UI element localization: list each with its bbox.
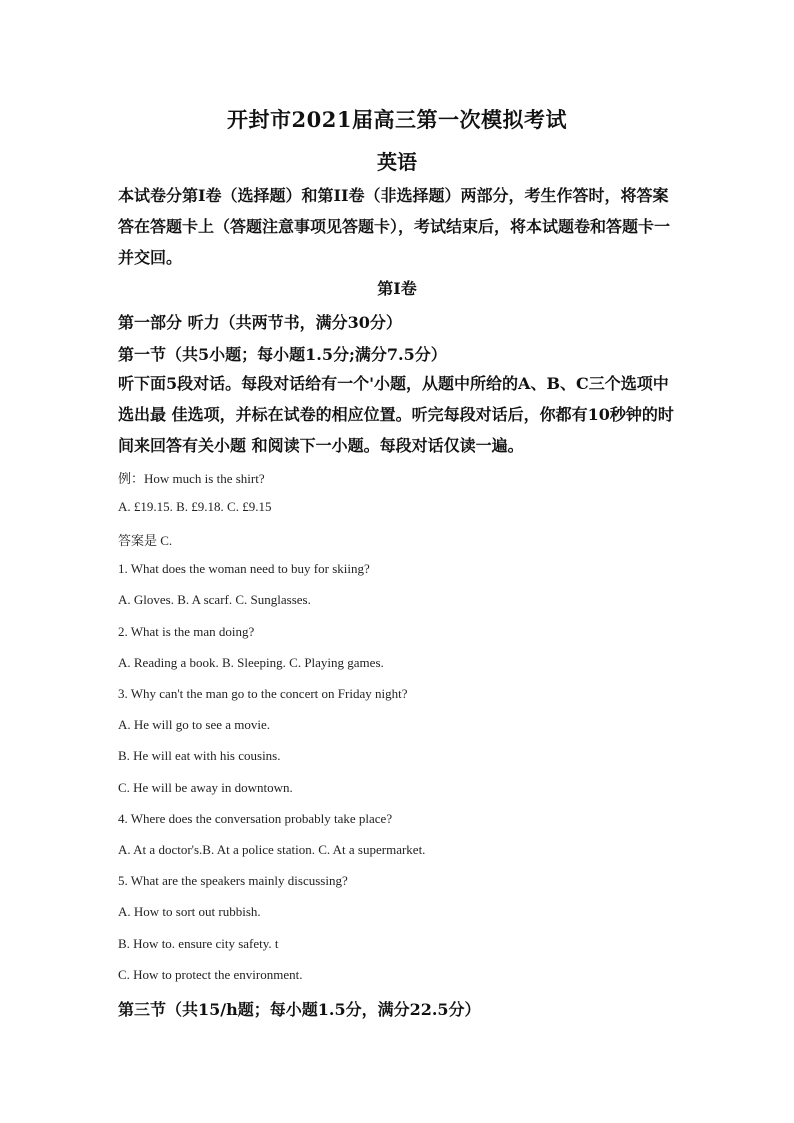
question-3-option-a: A. He will go to see a movie. (118, 717, 270, 732)
question-5-option-b: B. How to. ensure city safety. t (118, 936, 279, 951)
intro-paragraph: 本试卷分第I卷（选择题）和第II卷（非选择题）两部分，考生作答时，将答案答在答题卡上（答题注意事项见答题卡），考试结束后，将本试题卷和答题卡一并交回。 (118, 186, 671, 267)
section1-heading: 第一节（共5小题；每小题1.5分;满分7.5分） (118, 345, 447, 364)
question-1: 1. What does the woman need to buy for skiing? (118, 561, 370, 576)
question-3-option-c: C. He will be away in downtown. (118, 780, 293, 795)
question-3: 3. Why can't the man go to the concert on Friday night? (118, 686, 408, 701)
example-answer: 答案是 C. (118, 533, 173, 548)
question-2: 2. What is the man doing? (118, 624, 255, 639)
question-4: 4. Where does the conversation probably take place? (118, 811, 393, 826)
subject-heading: 英语 (377, 150, 417, 174)
question-1-options: A. Gloves. B. A scarf. C. Sunglasses. (118, 592, 311, 607)
question-2-options: A. Reading a book. B. Sleeping. C. Playing games. (118, 655, 384, 670)
question-5: 5. What are the speakers mainly discussing? (118, 873, 348, 888)
exam-title: 开封市2021届高三第一次模拟考试 (227, 107, 567, 132)
listening-instructions: 听下面5段对话。每段对话给有一个'小题，从题中所给的A、B、C三个选项中选出最 佳选项，并标在试卷的相应位置。听完每段对话后，你都有10秒钟的时间来回答有关小题 和阅读下一小题。每段对话仅读一遍。 (118, 374, 674, 455)
question-4-options: A. At a doctor's.B. At a police station. C. At a supermarket. (118, 842, 426, 857)
volume-heading: 第I卷 (377, 279, 417, 298)
example-options: A. £19.15. B. £9.18. C. £9.15 (118, 499, 272, 514)
section3-heading: 第三节（共15/h题；每小题1.5分，满分22.5分） (118, 1000, 481, 1019)
question-5-option-c: C. How to protect the environment. (118, 967, 303, 982)
example-question: 例：How much is the shirt? (118, 471, 265, 486)
part1-heading: 第一部分 听力（共两节书，满分30分） (118, 313, 402, 332)
question-5-option-a: A. How to sort out rubbish. (118, 904, 261, 919)
question-3-option-b: B. He will eat with his cousins. (118, 748, 281, 763)
